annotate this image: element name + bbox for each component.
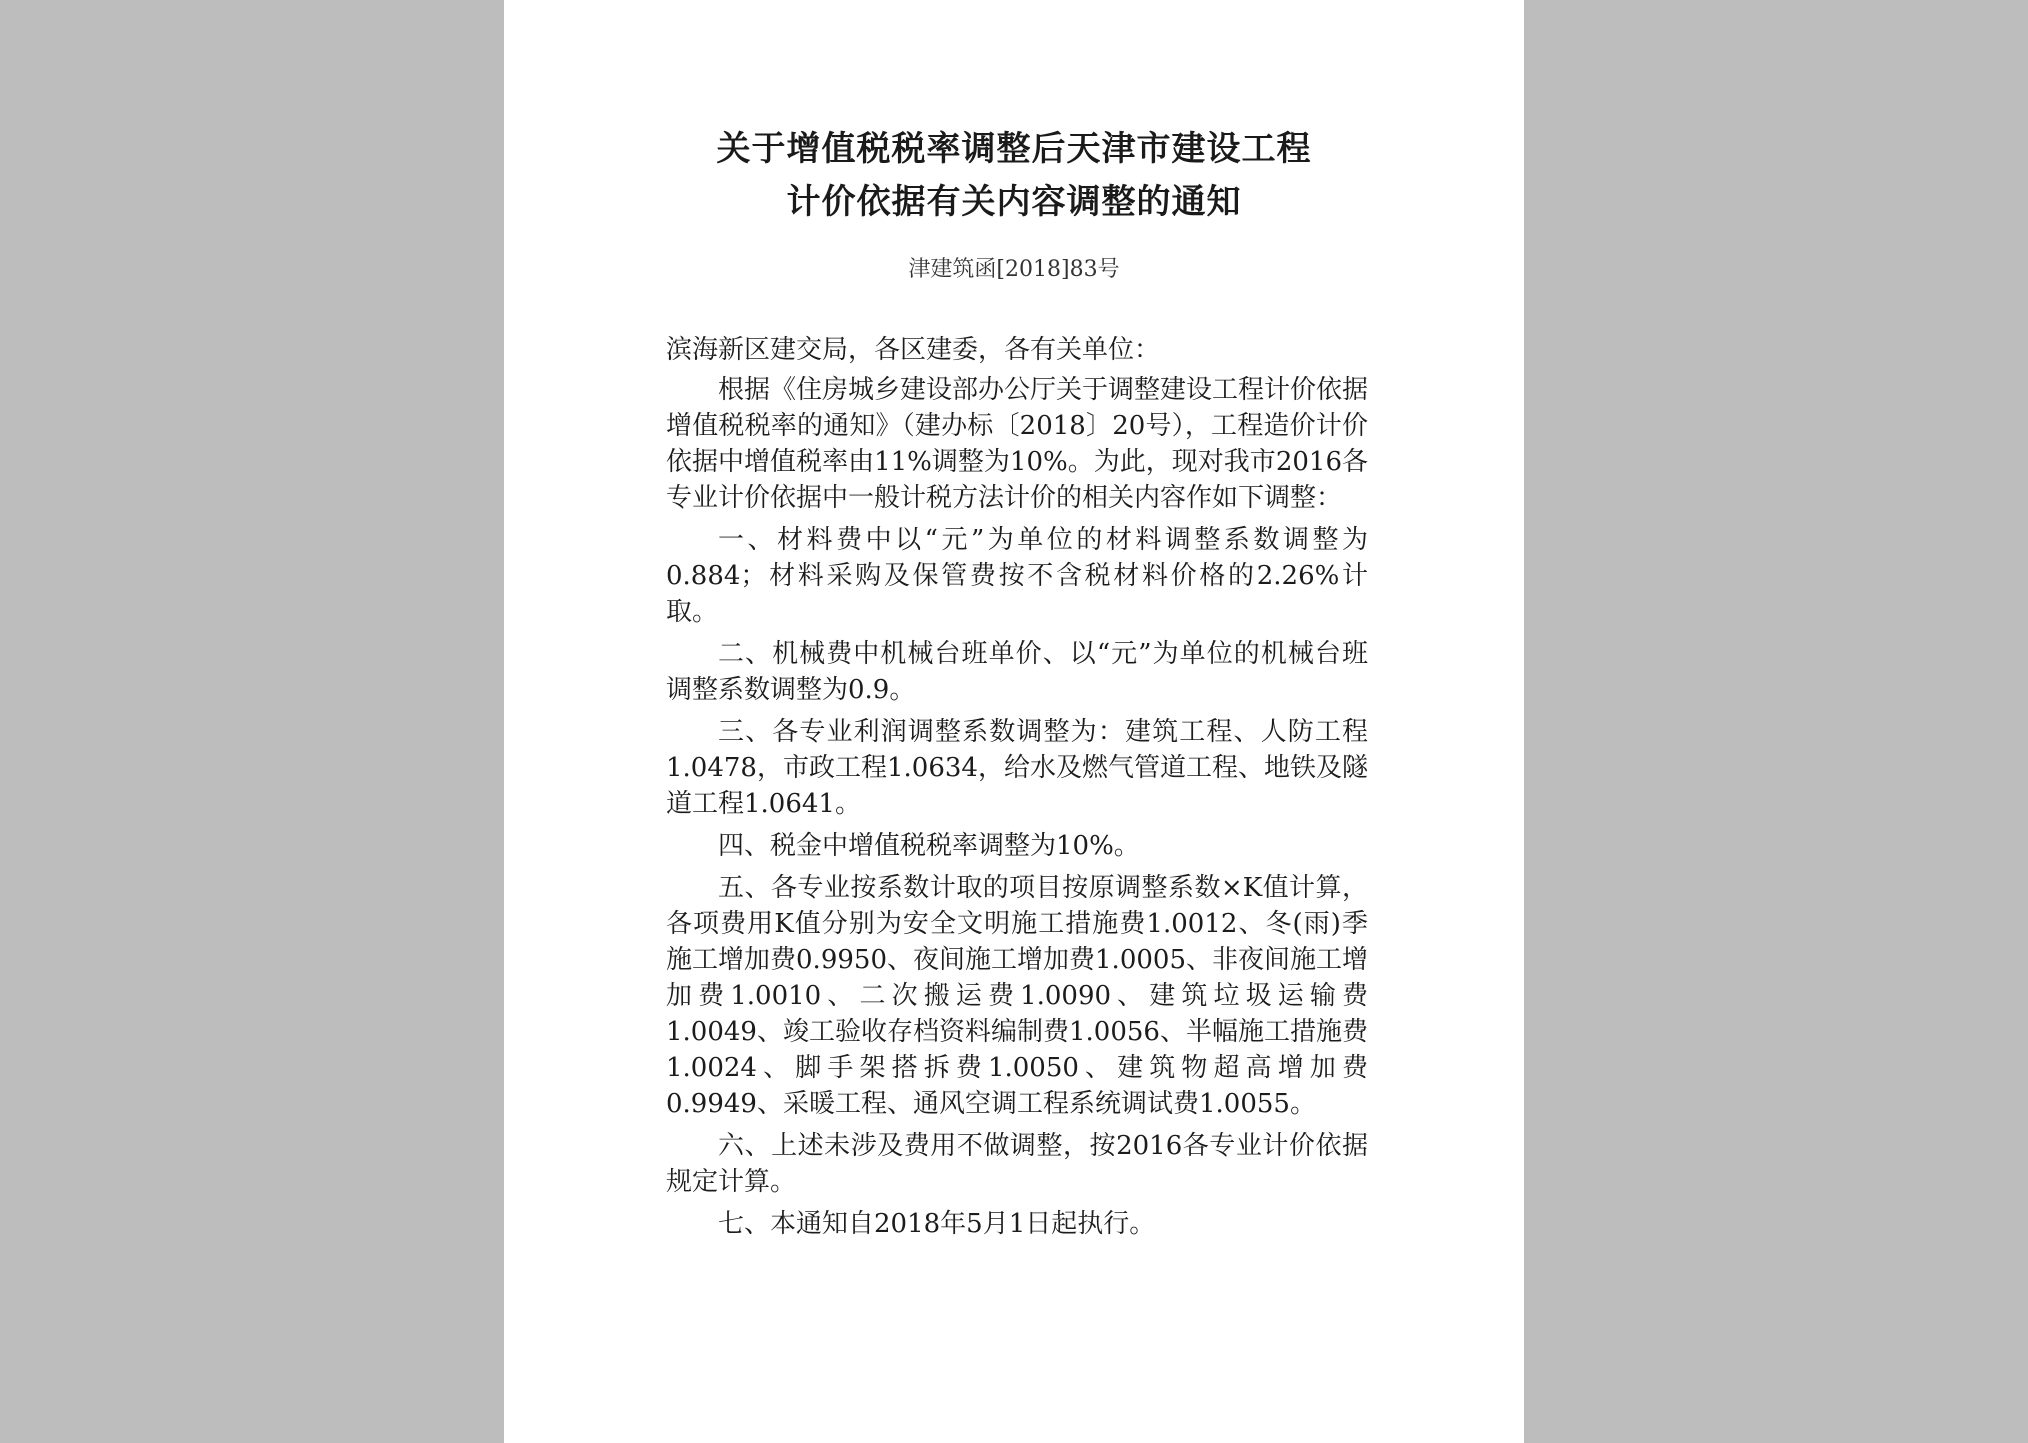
paragraph-item-5: 五、各专业按系数计取的项目按原调整系数×K值计算，各项费用K值分别为安全文明施工措施费1.0012、冬(雨)季施工增加费0.9950、夜间施工增加费1.0005、非夜间施工增加费1.0010、二次搬运费1.0090、建筑垃圾运输费1.0049、竣工验收存档资料编制费1.0056、半幅施工措施费1.0024、脚手架搭拆费1.0050、建筑物超高增加费0.9949、采暖工程、通风空调工程系统调试费1.0055。 [666,873,1368,1119]
paragraph-item-6: 六、上述未涉及费用不做调整，按2016各专业计价依据规定计算。 [666,1131,1368,1197]
paragraph-item-1: 一、材料费中以“元”为单位的材料调整系数调整为0.884；材料采购及保管费按不含税材料价格的2.26%计取。 [666,525,1368,627]
paragraph-item-7: 七、本通知自2018年5月1日起执行。 [718,1209,1156,1239]
document-title-line-1: 关于增值税税率调整后天津市建设工程 [716,129,1312,169]
paragraph-intro: 根据《住房城乡建设部办公厅关于调整建设工程计价依据增值税税率的通知》（建办标〔2018〕20号），工程造价计价依据中增值税率由11%调整为10%。为此，现对我市2016各专业计价依据中一般计税方法计价的相关内容作如下调整： [666,375,1369,513]
document-body [666,332,1368,1248]
document-title-line-2: 计价依据有关内容调整的通知 [786,182,1242,222]
document-page [504,0,1524,1443]
salutation: 滨海新区建交局，各区建委，各有关单位： [666,335,1161,365]
document-number: 津建筑函[2018]83号 [908,257,1120,282]
paragraph-item-3: 三、各专业利润调整系数调整为：建筑工程、人防工程1.0478，市政工程1.0634，给水及燃气管道工程、地铁及隧道工程1.0641。 [666,717,1368,819]
paragraph-item-4: 四、税金中增值税税率调整为10%。 [718,831,1140,861]
paragraph-item-2: 二、机械费中机械台班单价、以“元”为单位的机械台班调整系数调整为0.9。 [666,639,1368,705]
